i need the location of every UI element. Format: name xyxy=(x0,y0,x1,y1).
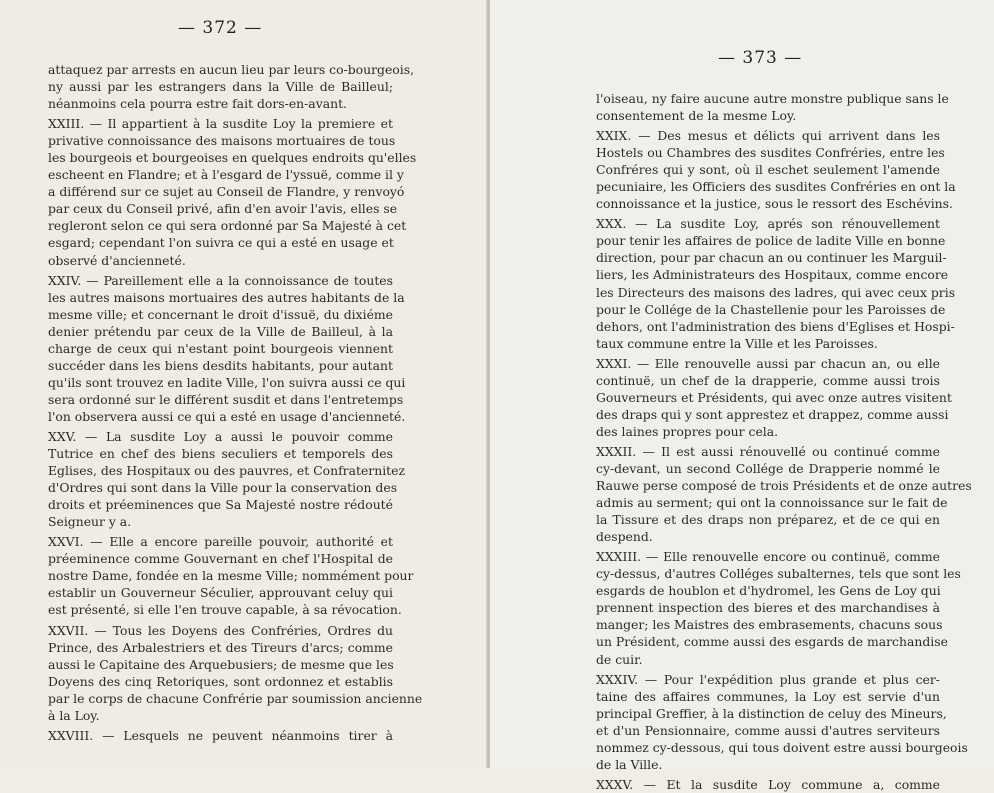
text-line: charge de ceux qui n'estant point bourgeois viennent xyxy=(48,340,393,356)
text-line: XXXII. — Il est aussi rénouvellé ou continué comme xyxy=(596,443,940,459)
text-line: continuë, un chef de la drapperie, comme aussi trois xyxy=(596,372,940,388)
text-line: l'oiseau, ny faire aucune autre monstre publique sans le xyxy=(596,91,949,106)
text-line: des draps qui y sont apprestez et drappez, comme aussi xyxy=(596,406,949,422)
text-line: connoissance et la justice, sous le ressort des Eschévins. xyxy=(596,196,953,212)
text-line: regleront selon ce qui sera ordonné par Sa Majesté à cet xyxy=(48,218,407,234)
text-line: préeminence comme Gouvernant en chef l'Hospital de xyxy=(48,551,393,567)
left-page xyxy=(0,0,488,768)
text-line: l'on observera aussi ce qui a esté en usage d'ancienneté. xyxy=(48,408,406,424)
text-line: mesme ville; et concernant le droit d'issuë, du dixiéme xyxy=(48,306,393,322)
text-line: un Président, comme aussi des esgards de marchandise xyxy=(596,634,948,650)
text-line: pecuniaire, les Officiers des susdites Confréries en ont la xyxy=(596,179,956,195)
text-line: XXIX. — Des mesus et délicts qui arrivent dans les xyxy=(596,128,940,144)
right-page xyxy=(490,0,994,792)
text-line: XXXIV. — Pour l'expédition plus grande et plus cer- xyxy=(596,671,940,687)
text-line: taux commune entre la Ville et les Paroisses. xyxy=(596,335,878,351)
text-line: XXVI. — Elle a encore pareille pouvoir, authorité et xyxy=(48,534,393,550)
text-line: de la Ville. xyxy=(596,756,663,772)
text-line: despend. xyxy=(596,529,653,545)
text-line: direction, pour par chacun an ou continuer les Marguil- xyxy=(596,250,947,266)
text-line: pour tenir les affaires de police de ladite Ville en bonne xyxy=(596,233,946,249)
text-line: escheent en Flandre; et à l'esgard de l'yssuë, comme il y xyxy=(48,167,404,183)
text-line: denier prétendu par ceux de la Ville de Bailleul, à la xyxy=(48,323,393,339)
text-line: par ceux du Conseil privé, afin d'en avoir l'avis, elles se xyxy=(48,201,398,217)
text-line: Doyens des cinq Retoriques, sont ordonnez et establis xyxy=(48,673,393,689)
text-line: droits et préeminences que Sa Majesté nostre rédouté xyxy=(48,497,393,513)
text-line: aussi le Capitaine des Arquebusiers; de mesme que les xyxy=(48,656,394,672)
text-line: la Tissure et des draps non préparez, et de ce qui en xyxy=(596,512,940,528)
text-line: XXXIII. — Elle renouvelle encore ou continuë, comme xyxy=(596,549,940,565)
text-line: Hostels ou Chambres des susdites Confréries, entre les xyxy=(596,145,945,161)
page-body-text xyxy=(48,61,423,744)
text-line: cy-dessus, d'autres Colléges subalternes, tels que sont les xyxy=(596,566,961,582)
text-line: pour le Collége de la Chastellenie pour les Paroisses de xyxy=(596,301,946,317)
text-line: Tutrice en chef des biens seculiers et temporels des xyxy=(48,446,393,462)
text-line: les Directeurs des maisons des ladres, qui avec ceux pris xyxy=(596,284,956,300)
text-line: XXXV. — Et la susdite Loy commune a, comme xyxy=(596,776,940,792)
text-line: XXIV. — Pareillement elle a la connoissance de toutes xyxy=(48,272,393,288)
text-line: les bourgeois et bourgeoises en quelques endroits qu'elles xyxy=(48,150,417,166)
text-line: XXV. — La susdite Loy a aussi le pouvoir comme xyxy=(48,428,393,444)
text-line: attaquez par arrests en aucun lieu par leurs co-bourgeois, xyxy=(48,62,415,77)
text-line: taine des affaires communes, la Loy est servie d'un xyxy=(596,688,940,704)
text-line: à la Loy. xyxy=(48,707,100,723)
text-line: Seigneur y a. xyxy=(48,514,132,530)
text-line: XXX. — La susdite Loy, aprés son rénouvellement xyxy=(596,216,940,232)
text-line: des laines propres pour cela. xyxy=(596,423,779,439)
text-line: les autres maisons mortuaires des autres habitants de la xyxy=(48,289,405,305)
text-line: et d'un Pensionnaire, comme aussi d'autres serviteurs xyxy=(596,722,940,738)
page-number: — 373 — xyxy=(718,48,803,68)
text-line: ny aussi par les estrangers dans la Ville de Bailleul; xyxy=(48,79,393,95)
text-line: par le corps de chacune Confrérie par soumission ancienne xyxy=(48,690,423,706)
text-line: esgard; cependant l'on suivra ce qui a esté en usage et xyxy=(48,235,394,251)
text-line: Gouverneurs et Présidents, qui avec onze autres visitent xyxy=(596,389,952,405)
text-line: sera ordonné sur le différent susdit et dans l'entretemps xyxy=(48,391,404,407)
text-line: nostre Dame, fondée en la mesme Ville; nommément pour xyxy=(48,568,414,584)
text-line: Confréres qui y sont, où il eschet seulement l'amende xyxy=(596,162,940,178)
text-line: consentement de la mesme Loy. xyxy=(596,108,797,124)
text-line: liers, les Administrateurs des Hospitaux, comme encore xyxy=(596,267,949,283)
text-line: d'Ordres qui sont dans la Ville pour la conservation des xyxy=(48,480,398,496)
text-line: observé d'ancienneté. xyxy=(48,252,186,268)
text-line: XXIII. — Il appartient à la susdite Loy la premiere et xyxy=(48,116,393,132)
text-line: Eglises, des Hospitaux ou des pauvres, et Confraternitez xyxy=(48,463,405,479)
text-line: XXXI. — Elle renouvelle aussi par chacun an, ou elle xyxy=(596,355,940,371)
page-number: — 372 — xyxy=(178,18,263,38)
text-line: néanmoins cela pourra estre fait dors-en-avant. xyxy=(48,96,347,112)
text-line: esgards de houblon et d'hydromel, les Gens de Loy qui xyxy=(596,583,941,599)
text-line: cy-devant, un second Collége de Drapperie nommé le xyxy=(596,460,940,476)
text-line: admis au serment; qui ont la connoissance sur le fait de xyxy=(596,495,948,511)
text-line: establir un Gouverneur Séculier, approuvant celuy qui xyxy=(48,585,393,601)
text-line: Prince, des Arbalestriers et des Tireurs d'arcs; comme xyxy=(48,639,393,655)
page-body-text xyxy=(596,90,972,793)
text-line: a différend sur ce sujet au Conseil de Flandre, y renvoyó xyxy=(48,184,405,200)
text-line: XXVII. — Tous les Doyens des Confréries, Ordres du xyxy=(48,622,393,638)
text-line: Rauwe perse composé de trois Présidents et de onze autres xyxy=(596,478,972,494)
text-line: prennent inspection des bieres et des marchandises à xyxy=(596,600,940,616)
text-line: dehors, ont l'administration des biens d'Eglises et Hospi- xyxy=(596,318,955,334)
text-line: manger; les Maistres des embrasements, chacuns sous xyxy=(596,617,943,633)
text-line: XXVIII. — Lesquels ne peuvent néanmoins tirer à xyxy=(48,727,393,743)
text-line: privative connoissance des maisons mortuaires de tous xyxy=(48,133,396,149)
text-line: est présenté, si elle l'en trouve capable, à sa révocation. xyxy=(48,602,402,618)
text-line: de cuir. xyxy=(596,651,643,667)
text-line: nommez cy-dessous, qui tous doivent estre aussi bourgeois xyxy=(596,739,968,755)
text-line: qu'ils sont trouvez en ladite Ville, l'on suivra aussi ce qui xyxy=(48,374,406,390)
text-line: principal Greffier, à la distinction de celuy des Mineurs, xyxy=(596,705,947,721)
text-line: succéder dans les biens desdits habitants, pour autant xyxy=(48,357,393,373)
